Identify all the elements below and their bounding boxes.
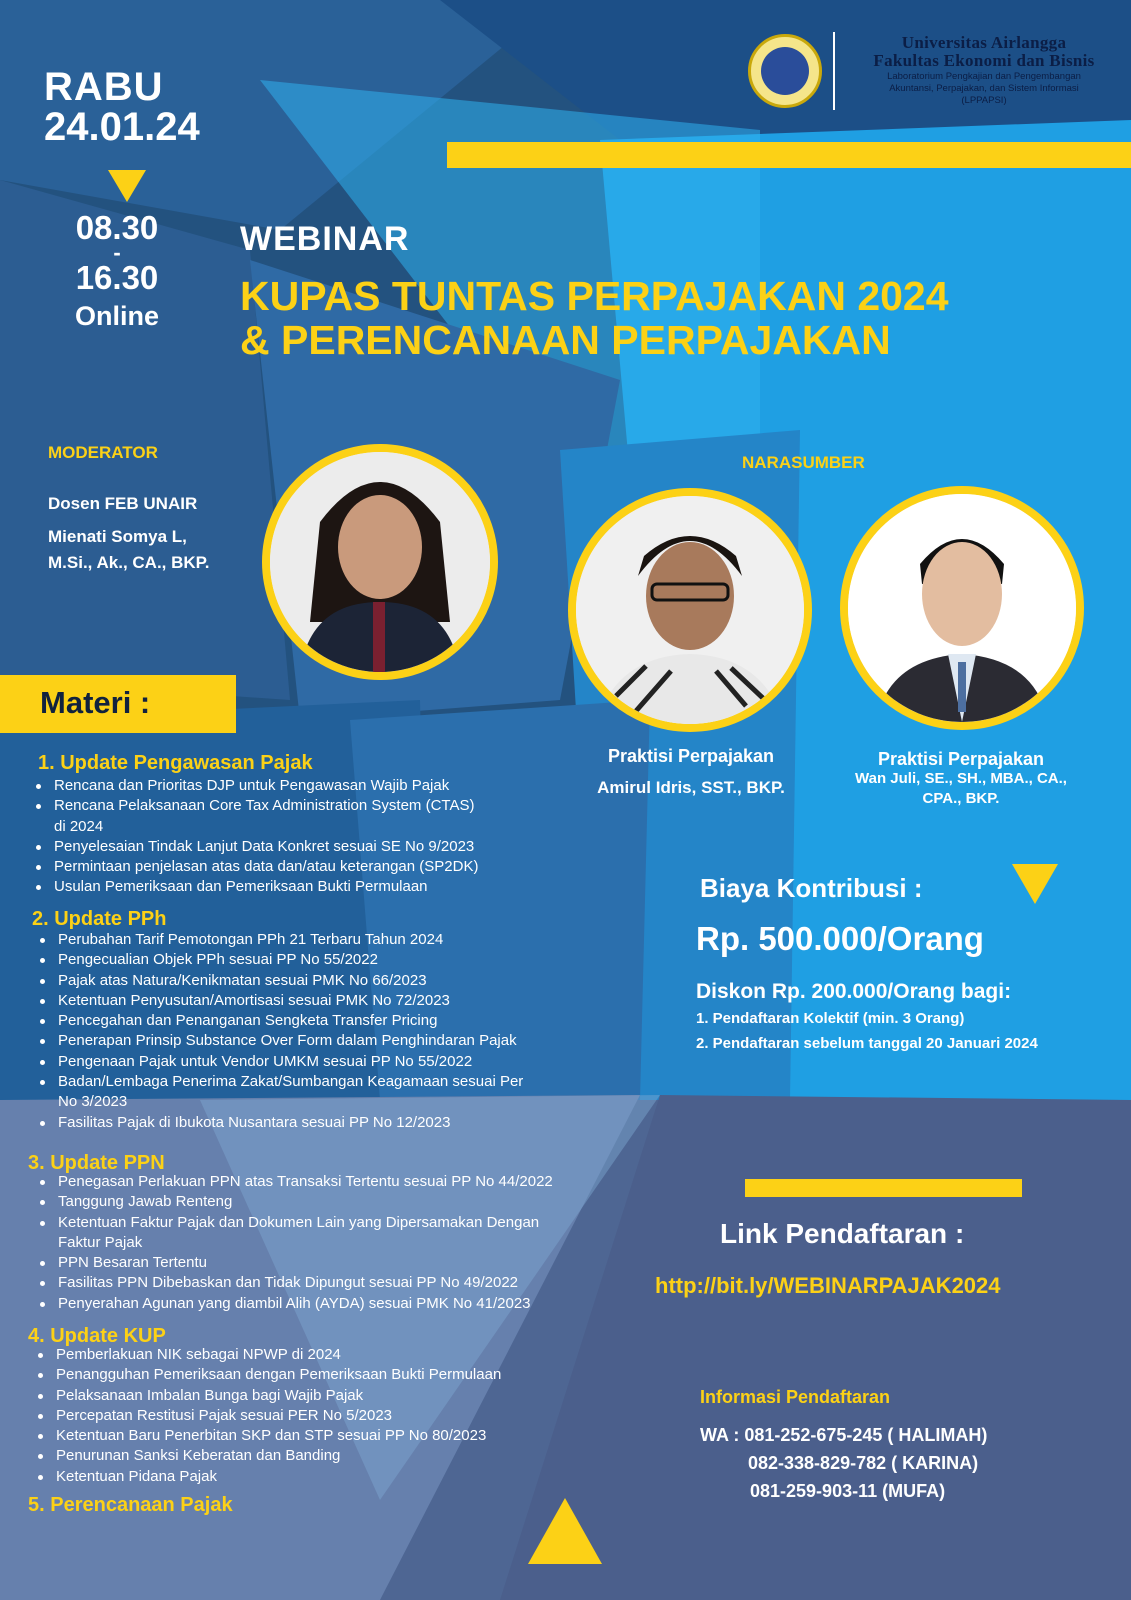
fee-label: Biaya Kontribusi : (700, 873, 923, 903)
lab-line-3: (LPPAPSI) (961, 95, 1007, 106)
list-item: Faktur Pajak (58, 1233, 143, 1251)
list-item: di 2024 (54, 817, 104, 835)
university-seal-icon (748, 34, 822, 108)
event-date: 24.01.24 (44, 105, 200, 149)
list-item: Pengecualian Objek PPh sesuai PP No 55/2022 (36, 950, 636, 970)
speaker-1-name: Amirul Idris, SST., BKP. (597, 778, 785, 797)
materi-section-3-list (36, 1172, 646, 1314)
registration-info-label: Informasi Pendaftaran (700, 1387, 891, 1407)
materi-section-2-title: 2. Update PPh (32, 908, 167, 930)
list-item: Ketentuan Pidana Pajak (34, 1467, 614, 1487)
list-item: Pencegahan dan Penanganan Sengketa Transfer Pricing (36, 1011, 636, 1031)
list-item: Ketentuan Penyusutan/Amortisasi sesuai PMK No 72/2023 (36, 991, 636, 1011)
discount-label: Diskon Rp. 200.000/Orang bagi: (696, 980, 1012, 1003)
lab-name (856, 71, 1112, 107)
event-day: RABU (44, 65, 164, 109)
time-start: 08.30 (75, 209, 159, 246)
materi-section-2-list (36, 930, 636, 1133)
contact-1: WA : 081-252-675-245 ( HALIMAH) (700, 1425, 988, 1445)
moderator-name (48, 524, 248, 576)
lab-line-2: Akuntansi, Perpajakan, dan Sistem Informasi (889, 83, 1079, 94)
materi-section-4-list (34, 1345, 614, 1487)
list-item: Pelaksanaan Imbalan Bunga bagi Wajib Pajak (34, 1386, 614, 1406)
list-item: Penyelesaian Tindak Lanjut Data Konkret sesuai SE No 9/2023 (32, 837, 592, 857)
list-item: Ketentuan Faktur Pajak dan Dokumen Lain yang Dipersamakan Dengan (36, 1213, 646, 1233)
moderator-org: Dosen FEB UNAIR (48, 494, 198, 513)
list-item: Rencana Pelaksanaan Core Tax Administration System (CTAS) (32, 796, 592, 816)
fee-value: Rp. 500.000/Orang (696, 920, 984, 957)
list-item: Pajak atas Natura/Kenikmatan sesuai PMK No 66/2023 (36, 971, 636, 991)
list-item: Fasilitas PPN Dibebaskan dan Tidak Dipungut sesuai PP No 49/2022 (36, 1273, 646, 1293)
list-item: Permintaan penjelasan atas data dan/atau keterangan (SP2DK) (32, 857, 592, 877)
list-item: Penangguhan Pemeriksaan dengan Pemeriksaan Bukti Permulaan (34, 1365, 614, 1385)
list-item: Fasilitas Pajak di Ibukota Nusantara sesuai PP No 12/2023 (36, 1113, 636, 1133)
event-title-line-2: & PERENCANAAN PERPAJAKAN (240, 317, 891, 363)
contact-3: 081-259-903-11 (MUFA) (750, 1481, 946, 1501)
list-item: Badan/Lembaga Penerima Zakat/Sumbangan Keagamaan sesuai Per (36, 1072, 636, 1092)
list-item: Pemberlakuan NIK sebagai NPWP di 2024 (34, 1345, 614, 1365)
speaker-2-role: Praktisi Perpajakan (877, 749, 1045, 769)
list-item: Penurunan Sanksi Keberatan dan Banding (34, 1446, 614, 1466)
materi-section-5-title: 5. Perencanaan Pajak (28, 1494, 233, 1516)
list-item: Penerapan Prinsip Substance Over Form dalam Penghindaran Pajak (36, 1031, 636, 1051)
materi-section-1-title: 1. Update Pengawasan Pajak (38, 752, 313, 774)
triangle-down-icon (108, 170, 146, 202)
faculty-name: Fakultas Ekonomi dan Bisnis (873, 51, 1095, 70)
speaker-2-name-line-1: Wan Juli, SE., SH., MBA., CA., (855, 770, 1067, 787)
materi-section-1-list (32, 776, 592, 898)
list-item: No 3/2023 (58, 1093, 128, 1111)
moderator-name-line-2: M.Si., Ak., CA., BKP. (48, 553, 210, 572)
speaker-1-role: Praktisi Perpajakan (607, 746, 775, 766)
materi-section-3-title: 3. Update PPN (28, 1152, 165, 1174)
accent-bar (745, 1179, 1022, 1197)
discount-item-1: 1. Pendaftaran Kolektif (min. 3 Orang) (696, 1010, 965, 1027)
institution-name (846, 34, 1122, 70)
list-item: Percepatan Restitusi Pajak sesuai PER No 5/2023 (34, 1406, 614, 1426)
narasumber-label: NARASUMBER (742, 453, 865, 472)
list-item: Perubahan Tarif Pemotongan PPh 21 Terbaru Tahun 2024 (36, 930, 636, 950)
triangle-up-icon (528, 1498, 602, 1564)
list-item: Rencana dan Prioritas DJP untuk Pengawasan Wajib Pajak (32, 776, 592, 796)
list-item: Penegasan Perlakuan PPN atas Transaksi Tertentu sesuai PP No 44/2022 (36, 1172, 646, 1192)
university-name: Universitas Airlangga (901, 33, 1067, 52)
triangle-down-icon (1012, 864, 1058, 904)
speaker-2-name (830, 769, 1092, 809)
speaker-2-name-line-2: CPA., BKP. (922, 790, 1000, 807)
event-time (52, 210, 182, 336)
registration-link[interactable]: http://bit.ly/WEBINARPAJAK2024 (655, 1273, 1001, 1298)
registration-link-label: Link Pendaftaran : (720, 1218, 965, 1249)
accent-bar (447, 142, 1131, 168)
moderator-name-line-1: Mienati Somya L, (48, 527, 187, 546)
speaker-2-photo (840, 486, 1084, 730)
event-mode: Online (74, 301, 159, 331)
divider (833, 32, 835, 110)
list-item: Tanggung Jawab Renteng (36, 1192, 646, 1212)
discount-item-2: 2. Pendaftaran sebelum tanggal 20 Januari 2024 (696, 1035, 1038, 1052)
event-title-line-1: KUPAS TUNTAS PERPAJAKAN 2024 (240, 273, 949, 319)
moderator-label: MODERATOR (48, 443, 158, 462)
time-end: 16.30 (75, 259, 159, 296)
event-type: WEBINAR (240, 220, 410, 258)
contact-2: 082-338-829-782 ( KARINA) (748, 1453, 979, 1473)
lab-line-1: Laboratorium Pengkajian dan Pengembangan (887, 71, 1081, 82)
list-item: Ketentuan Baru Penerbitan SKP dan STP sesuai PP No 80/2023 (34, 1426, 614, 1446)
time-separator: - (113, 240, 121, 265)
speaker-1-photo (568, 488, 812, 732)
list-item: Pengenaan Pajak untuk Vendor UMKM sesuai PP No 55/2022 (36, 1052, 636, 1072)
materi-section-4-title: 4. Update KUP (28, 1325, 166, 1347)
list-item: Penyerahan Agunan yang diambil Alih (AYDA) sesuai PMK No 41/2023 (36, 1294, 646, 1314)
moderator-photo (262, 444, 498, 680)
list-item: PPN Besaran Tertentu (36, 1253, 646, 1273)
materi-label: Materi : (40, 685, 151, 720)
list-item: Usulan Pemeriksaan dan Pemeriksaan Bukti Permulaan (32, 877, 592, 897)
